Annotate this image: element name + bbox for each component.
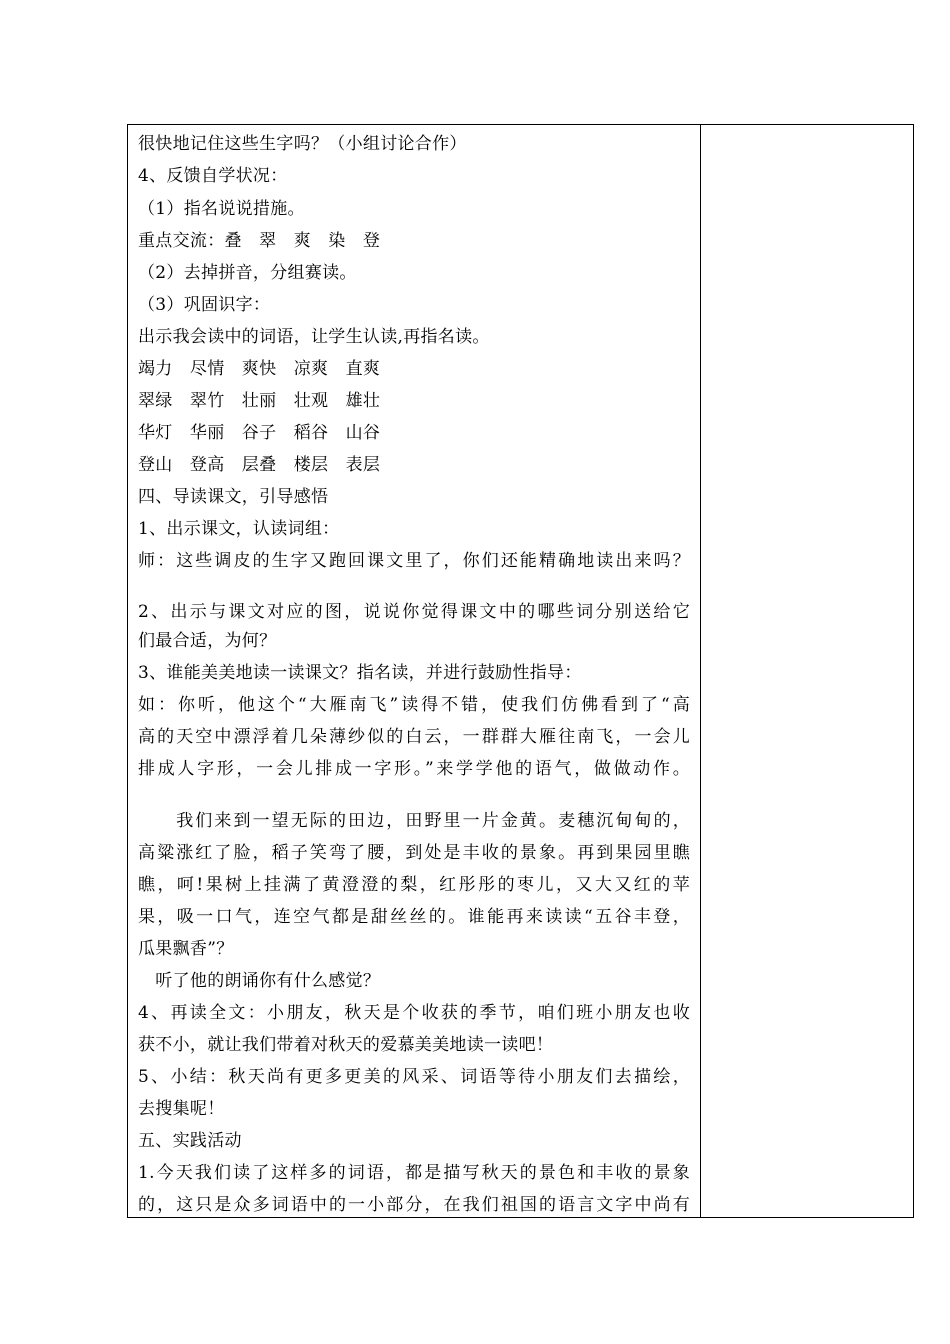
- text-line: （2）去掉拼音，分组赛读。: [138, 263, 357, 283]
- text-line: 们最合适，为何？: [138, 631, 277, 651]
- text-line: 瞧，呵!果树上挂满了黄澄澄的梨，红彤彤的枣儿，又大又红的苹: [138, 875, 690, 895]
- text-line: 华灯 华丽 谷子 稻谷 山谷: [138, 423, 381, 443]
- text-line: 1、出示课文，认读词组：: [138, 519, 340, 539]
- text-line: 登山 登高 层叠 楼层 表层: [138, 455, 381, 475]
- text-line: 4、再读全文：小朋友，秋天是个收获的季节，咱们班小朋友也收: [138, 1003, 690, 1023]
- text-line: 高的天空中漂浮着几朵薄纱似的白云，一群群大雁往南飞，一会儿: [138, 727, 690, 747]
- text-line: 师：这些调皮的生字又跑回课文里了，你们还能精确地读出来吗？: [138, 551, 690, 571]
- text-line: 去搜集呢！: [138, 1099, 225, 1119]
- text-line: 我们来到一望无际的田边，田野里一片金黄。麦穗沉甸甸的，: [138, 811, 690, 831]
- text-line: 果，吸一口气，连空气都是甜丝丝的。谁能再来读读“五谷丰登，: [138, 907, 690, 927]
- notes-cell: [701, 125, 913, 1217]
- text-line: 出示我会读中的词语，让学生认读,再指名读。: [138, 327, 490, 347]
- text-line: 重点交流：叠 翠 爽 染 登: [138, 231, 381, 251]
- text-line: 瓜果飘香”？: [138, 939, 234, 959]
- text-line: 高粱涨红了脸，稻子笑弯了腰，到处是丰收的景象。再到果园里瞧: [138, 843, 690, 863]
- text-line: 3、谁能美美地读一读课文？指名读，并进行鼓励性指导：: [138, 663, 582, 683]
- lesson-content-cell: [128, 125, 701, 1217]
- text-line: 如：你听，他这个“大雁南飞”读得不错，使我们仿佛看到了“高: [138, 695, 690, 715]
- text-line: 4、反馈自学状况：: [138, 166, 288, 186]
- text-line: 的，这只是众多词语中的一小部分，在我们祖国的语言文字中尚有: [138, 1195, 690, 1215]
- text-line: 获不小，就让我们带着对秋天的爱慕美美地读一读吧！: [138, 1035, 554, 1055]
- text-line: 排成人字形，一会儿排成一字形。”来学学他的语气，做做动作。: [138, 759, 690, 779]
- text-line: 翠绿 翠竹 壮丽 壮观 雄壮: [138, 391, 381, 411]
- text-line: 很快地记住这些生字吗？（小组讨论合作）: [138, 134, 467, 154]
- text-line: （1）指名说说措施。: [138, 199, 305, 219]
- text-line: 2、出示与课文对应的图，说说你觉得课文中的哪些词分别送给它: [138, 602, 690, 622]
- text-line: （3）巩固识字：: [138, 295, 271, 315]
- text-line: 四、导读课文，引导感悟: [138, 487, 329, 507]
- text-line: 听了他的朗诵你有什么感觉？: [138, 971, 381, 991]
- text-line: 1.今天我们读了这样多的词语，都是描写秋天的景色和丰收的景象: [138, 1163, 690, 1183]
- text-line: 五、实践活动: [138, 1131, 242, 1151]
- text-line: 竭力 尽情 爽快 凉爽 直爽: [138, 359, 381, 379]
- text-line: 5、小结：秋天尚有更多更美的风采、词语等待小朋友们去描绘，: [138, 1067, 690, 1087]
- lesson-table: [127, 124, 914, 1218]
